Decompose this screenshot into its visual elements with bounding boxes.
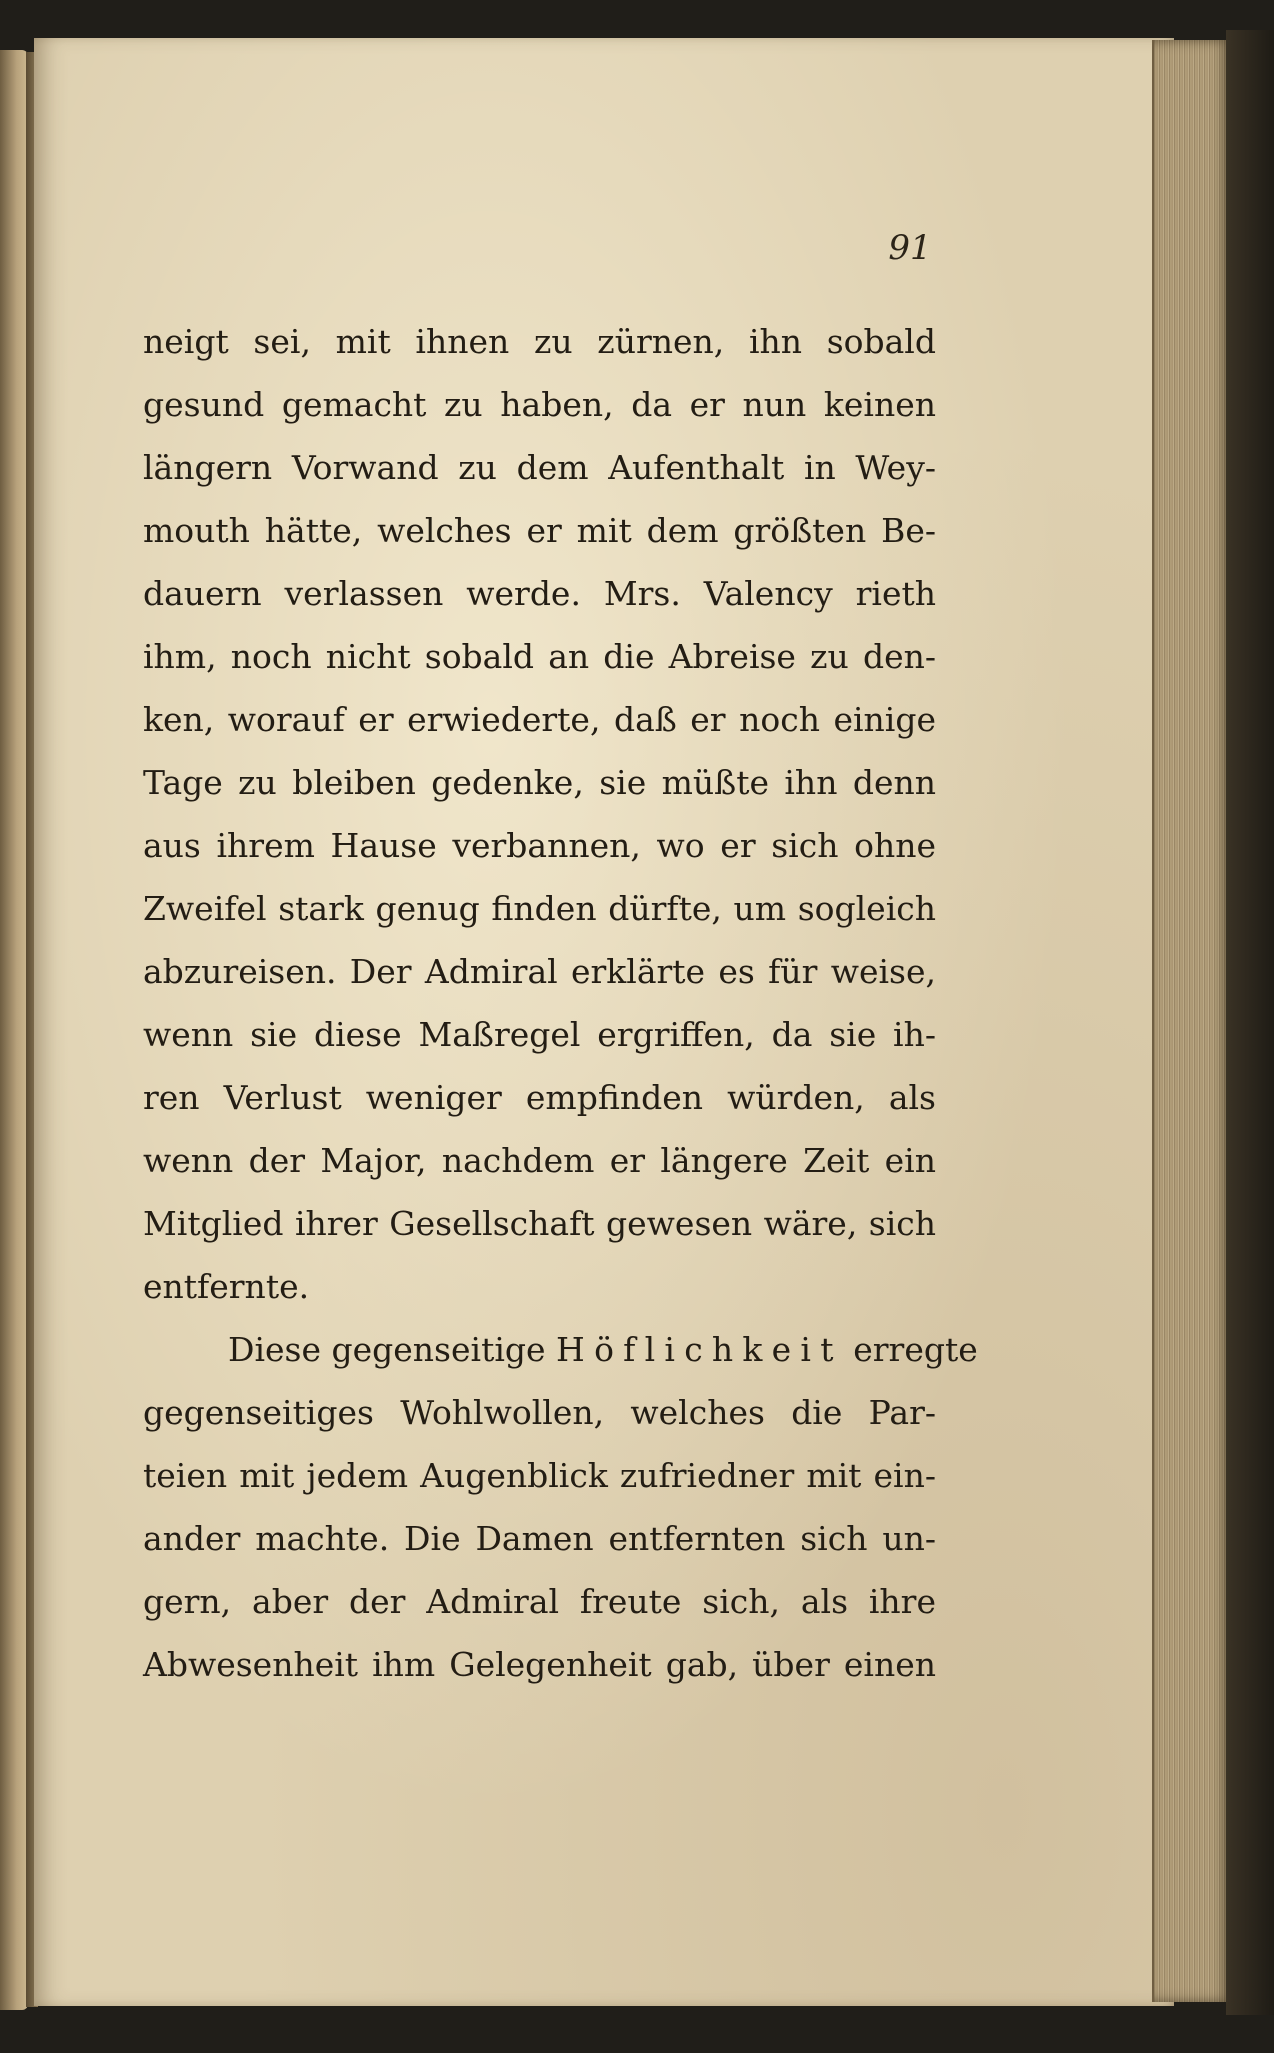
text-line: gesund gemacht zu haben, da er nun keinen — [143, 385, 936, 424]
page-number: 91 — [888, 228, 932, 268]
text-line: Abwesenheit ihm Gelegenheit gab, über einen — [143, 1645, 936, 1684]
text-line: dauern verlassen werde. Mrs. Valency rieth — [143, 574, 936, 613]
text-line: längern Vorwand zu dem Aufenthalt in Wey- — [143, 448, 936, 487]
book-cover-edge — [1226, 30, 1274, 2015]
text-line: teien mit jedem Augenblick zufriedner mit ein- — [143, 1456, 936, 1495]
text-line: wenn sie diese Maßregel ergriffen, da sie ih- — [143, 1015, 936, 1054]
text-line: Zweifel stark genug finden dürfte, um sogleich — [143, 889, 936, 928]
text-line: Tage zu bleiben gedenke, sie müßte ihn denn — [143, 763, 936, 802]
emphasized-word: Höflichkeit — [556, 1330, 843, 1369]
text-run: erregte — [853, 1330, 978, 1369]
paragraph-first-line — [143, 1318, 978, 1381]
text-line: ren Verlust weniger empfinden würden, als — [143, 1078, 936, 1117]
text-line: gegenseitiges Wohlwollen, welches die Par- — [143, 1393, 936, 1432]
text-line: Mitglied ihrer Gesellschaft gewesen wäre, sich — [143, 1204, 936, 1243]
left-page-edge — [0, 50, 28, 2010]
text-line: ken, worauf er erwiederte, daß er noch einige — [143, 700, 936, 739]
text-run: Diese gegenseitige — [228, 1330, 546, 1369]
text-line: ander machte. Die Damen entfernten sich un- — [143, 1519, 936, 1558]
text-line: abzureisen. Der Admiral erklärte es für weise, — [143, 952, 936, 991]
text-line: wenn der Major, nachdem er längere Zeit ein — [143, 1141, 936, 1180]
page-fore-edge — [1152, 40, 1232, 2002]
text-line: entfernte. — [143, 1267, 310, 1306]
text-line: mouth hätte, welches er mit dem größten Be- — [143, 511, 936, 550]
page-text — [143, 310, 978, 1696]
text-line: neigt sei, mit ihnen zu zürnen, ihn sobald — [143, 322, 936, 361]
text-line: ihm, noch nicht sobald an die Abreise zu den- — [143, 637, 936, 676]
text-line: aus ihrem Hause verbannen, wo er sich ohne — [143, 826, 936, 865]
text-line: gern, aber der Admiral freute sich, als ihre — [143, 1582, 936, 1621]
